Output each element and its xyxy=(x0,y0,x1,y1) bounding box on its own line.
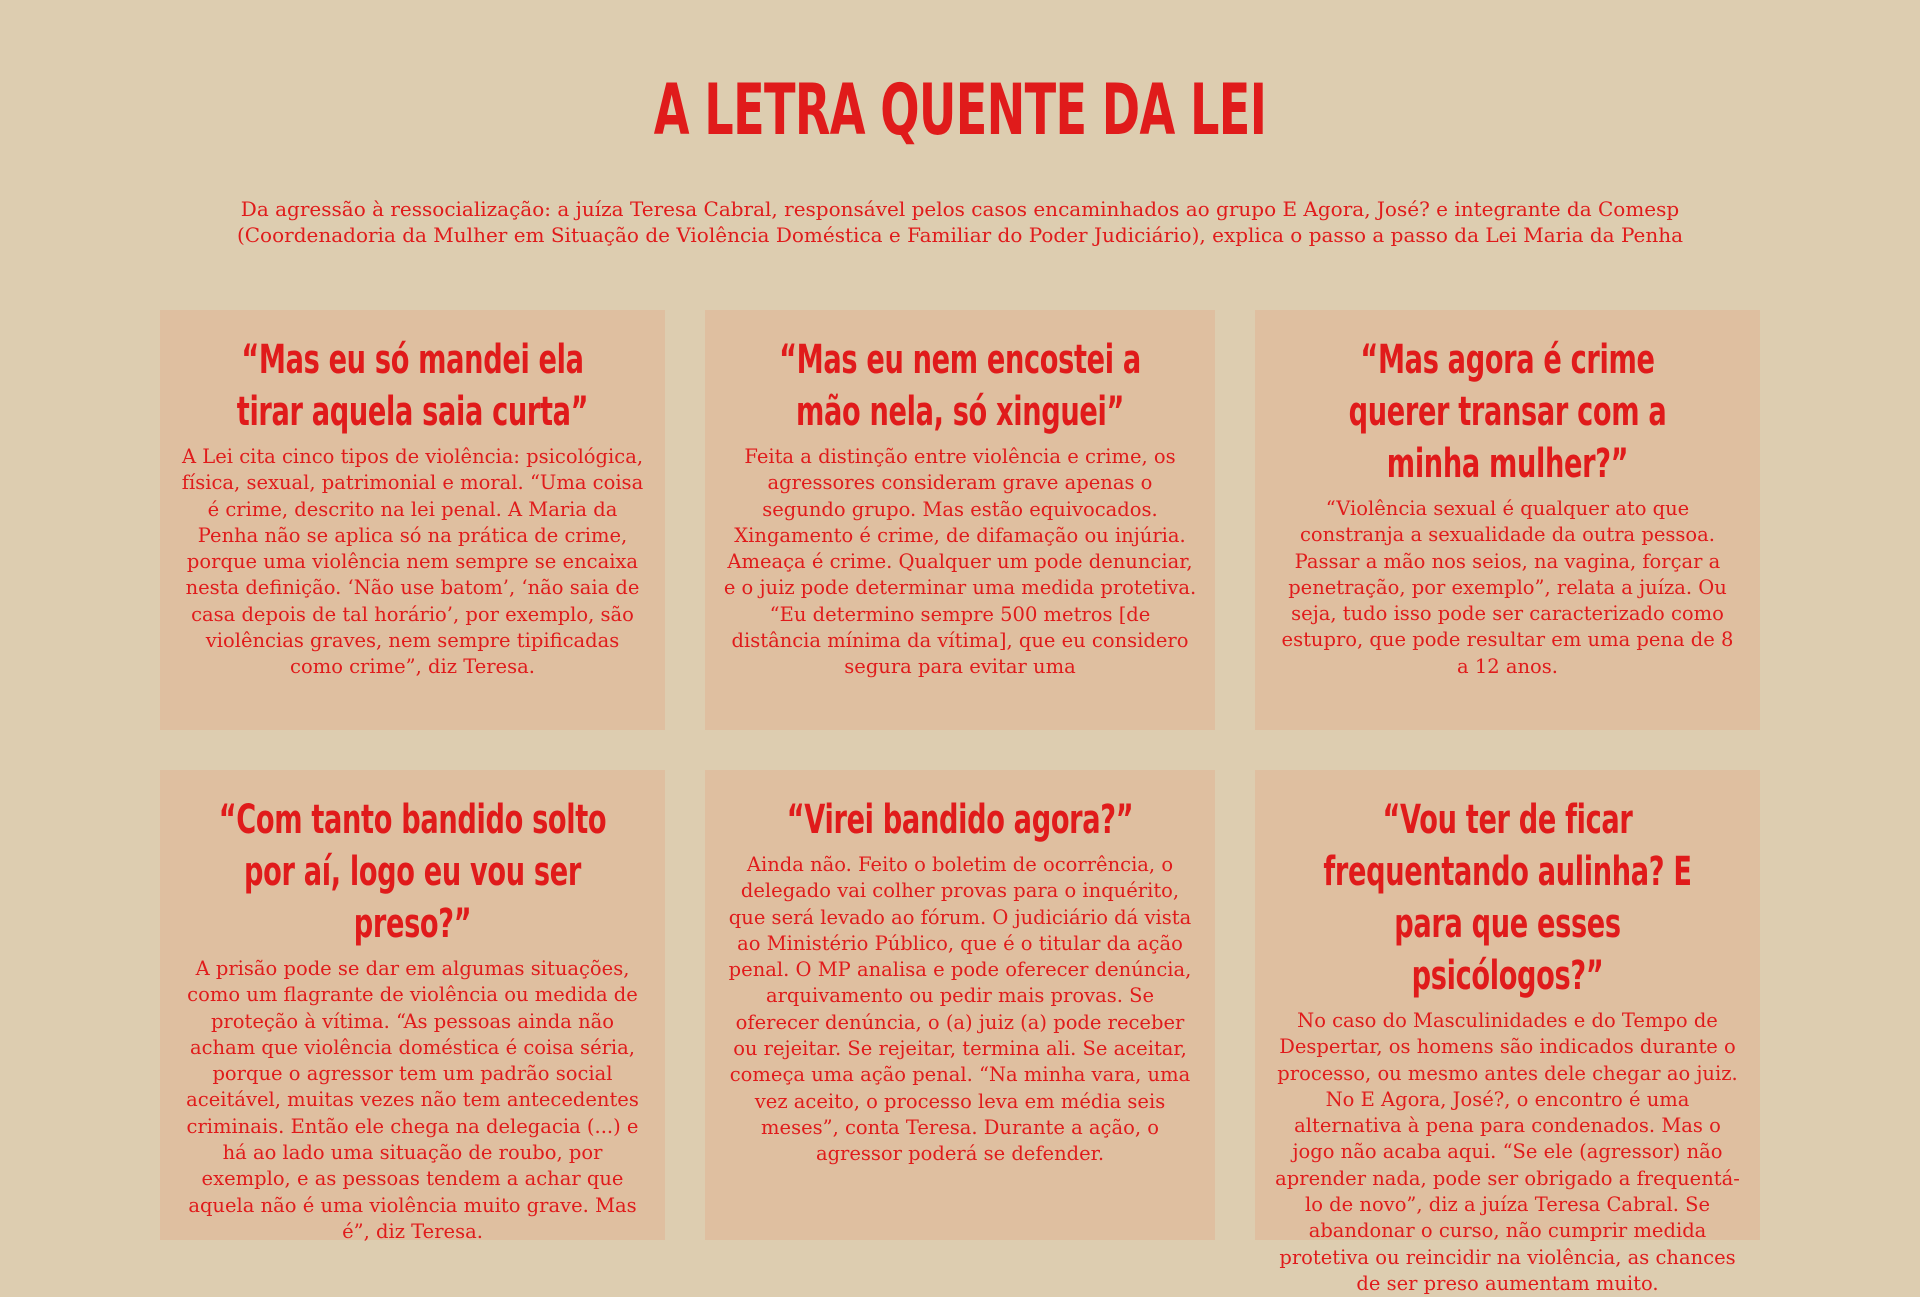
card-title: “Vou ter de ficar frequentando aulinha? E para que esses psicólogos?” xyxy=(1323,797,1692,999)
card-body: Ainda não. Feito o boletim de ocorrência, o delegado vai colher provas para o inquérito, que será levado ao fórum. O judiciário dá vista ao Ministério Público, que é o titular da ação penal. O MP analisa e pode oferecer denúncia, arquivamento ou pedir mais provas. Se oferecer denúncia, o (a) juiz (a) pode receber ou rejeitar. Se rejeitar, termina ali. Se aceitar, começa uma ação penal. “Na minha vara, uma vez aceito, o processo leva em média seis meses”, conta Teresa. Durante a ação, o agressor poderá se defender. xyxy=(728,853,1192,1166)
page-title: A LETRA QUENTE DA LEI xyxy=(653,69,1267,151)
card-title: “Virei bandido agora?” xyxy=(786,797,1134,843)
card-title: “Com tanto bandido solto por aí, logo eu vou ser preso?” xyxy=(218,797,607,947)
card-title: “Mas eu nem encostei a mão nela, só xinguei” xyxy=(779,337,1141,435)
card-body: No caso do Masculinidades e do Tempo de Despertar, os homens são indicados durante o processo, ou mesmo antes dele chegar ao juiz. No E Agora, José?, o encontro é uma alternativa à pena para condenados. Mas o jogo não acaba aqui. “Se ele (agressor) não aprender nada, pode ser obrigado a frequentá-lo de novo”, diz a juíza Teresa Cabral. Se abandonar o curso, não cumprir medida protetiva ou reincidir na violência, as chances de ser preso aumentam muito. xyxy=(1275,1009,1740,1295)
info-card-arrest xyxy=(160,770,665,1243)
info-card-short-skirt xyxy=(160,310,665,730)
card-title: “Mas eu só mandei ela tirar aquela saia curta” xyxy=(236,337,589,435)
info-card-sexual-violence xyxy=(1255,310,1760,730)
card-body: Feita a distinção entre violência e crime, os agressores consideram grave apenas o segundo grupo. Mas estão equivocados. Xingamento é crime, de difamação ou injúria. Ameaça é crime. Qualquer um pode denunciar, e o juiz pode determinar uma medida protetiva. “Eu determino sempre 500 metros [de distância mínima da vítima], que eu considero segura para evitar uma xyxy=(723,445,1197,679)
card-title: “Mas agora é crime querer transar com a minha mulher?” xyxy=(1348,337,1667,487)
info-card-legal-process xyxy=(705,770,1215,1240)
card-body: “Violência sexual é qualquer ato que constranja a sexualidade da outra pessoa. Passar a mão nos seios, na vagina, forçar a penetração, por exemplo”, relata a juíza. Ou seja, tudo isso pode ser caracterizado como estupro, que pode resultar em uma pena de 8 a 12 anos. xyxy=(1281,497,1734,678)
card-body: A Lei cita cinco tipos de violência: psicológica, física, sexual, patrimonial e moral. “Uma coisa é crime, descrito na lei penal. A Maria da Penha não se aplica só na prática de crime, porque uma violência nem sempre se encaixa nesta definição. ‘Não use batom’, ‘não saia de casa depois de tal horário’, por exemplo, são violências graves, nem sempre tipificadas como crime”, diz Teresa. xyxy=(181,445,644,679)
info-card-only-insulted xyxy=(705,310,1215,730)
info-card-rehabilitation xyxy=(1255,770,1760,1295)
card-body: A prisão pode se dar em algumas situações, como um flagrante de violência ou medida de proteção à vítima. “As pessoas ainda não acham que violência doméstica é coisa séria, porque o agressor tem um padrão social aceitável, muitas vezes não tem antecedentes criminais. Então ele chega na delegacia (...) e há ao lado uma situação de roubo, por exemplo, e as pessoas tendem a achar que aquela não é uma violência muito grave. Mas é”, diz Teresa. xyxy=(186,957,639,1243)
page-subtitle: Da agressão à ressocialização: a juíza Teresa Cabral, responsável pelos casos encaminhados ao grupo E Agora, José? e integrante da Comesp (Coordenadoria da Mulher em Situação de Violência Doméstica e Familiar do Poder Judiciário), explica o passo a passo da Lei Maria da Penha xyxy=(236,197,1684,247)
